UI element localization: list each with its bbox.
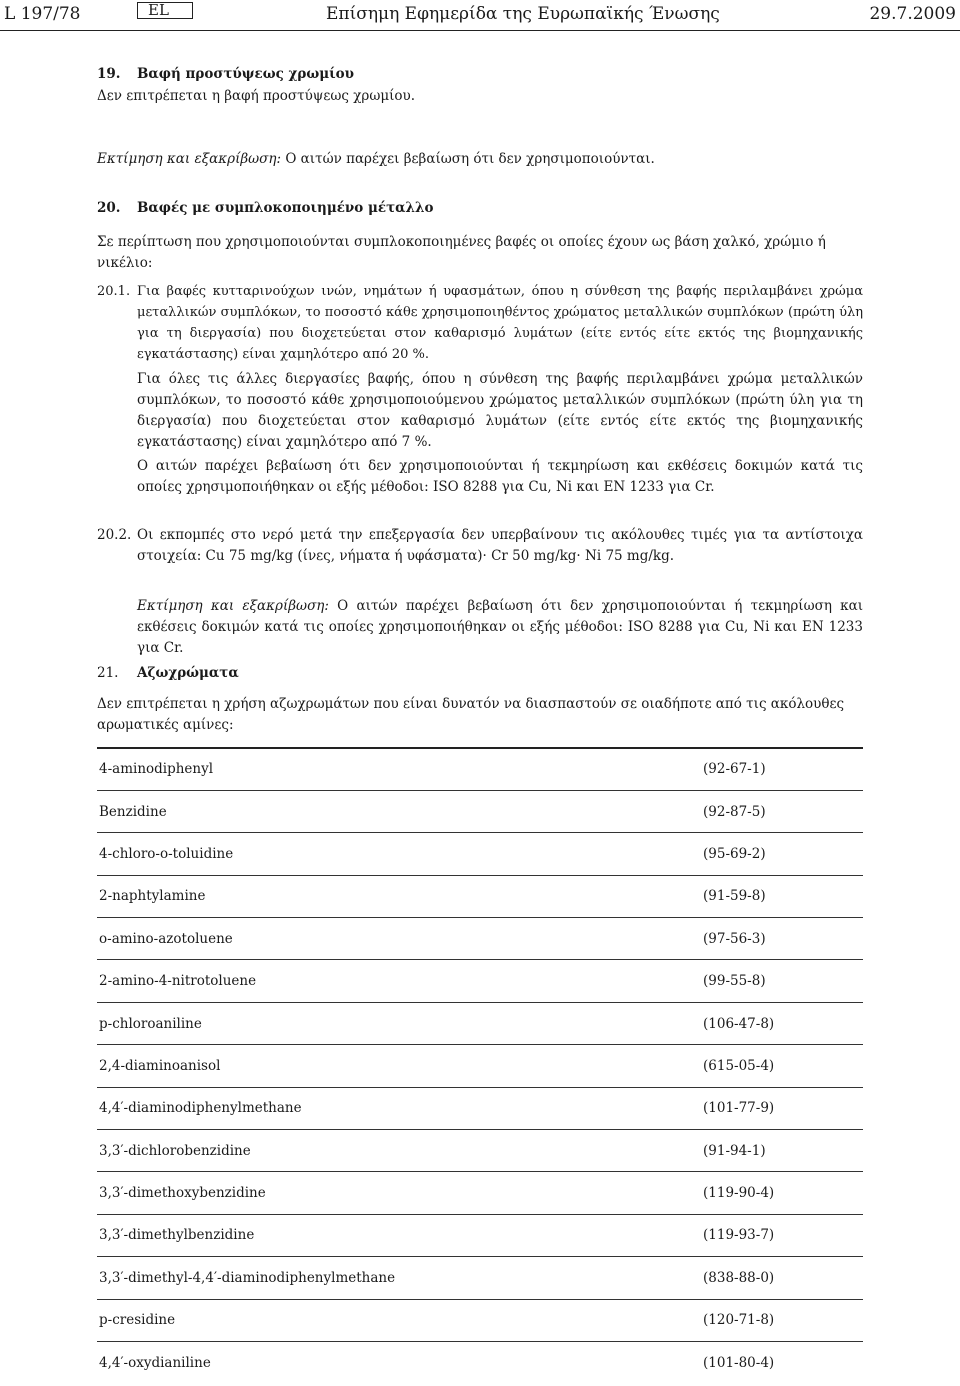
- cas-number: (92-87-5): [701, 790, 863, 832]
- aromatic-amines-table: [97, 747, 863, 1384]
- journal-title: Επίσημη Εφημερίδα της Ευρωπαϊκής Ένωσης: [326, 4, 720, 24]
- table-row: [97, 1130, 863, 1172]
- table-row: [97, 1299, 863, 1341]
- cas-number: (91-59-8): [701, 875, 863, 917]
- cas-number: (91-94-1): [701, 1130, 863, 1172]
- amine-name: p-cresidine: [97, 1299, 701, 1341]
- amine-name: 3,3′-dimethyl-4,4′-diaminodiphenylmethane: [97, 1257, 701, 1299]
- section-20-heading: 20. Βαφές με συμπλοκοποιημένο μέταλλο: [97, 200, 434, 216]
- amine-name: o-amino-azotoluene: [97, 918, 701, 960]
- table-row: [97, 790, 863, 832]
- section-19-text: Δεν επιτρέπεται η βαφή προστύψεως χρωμίου.: [97, 88, 416, 104]
- cas-number: (97-56-3): [701, 918, 863, 960]
- table-row: [97, 1002, 863, 1044]
- section-20-intro: Σε περίπτωση που χρησιμοποιούνται συμπλοκοποιημένες βαφές οι οποίες έχουν ως βάση χαλκό, χρώμιο ή νικέλιο:: [97, 234, 826, 271]
- page-header: [0, 0, 960, 32]
- cas-number: (615-05-4): [701, 1045, 863, 1087]
- table-row: [97, 1214, 863, 1256]
- table-row: [97, 1087, 863, 1129]
- table-row: [97, 1172, 863, 1214]
- cas-number: (120-71-8): [701, 1299, 863, 1341]
- amine-name: 2,4-diaminoanisol: [97, 1045, 701, 1087]
- table-row: [97, 1257, 863, 1299]
- publication-date: 29.7.2009: [869, 4, 956, 24]
- table-row: [97, 833, 863, 875]
- table-row: [97, 1341, 863, 1383]
- cas-number: (838-88-0): [701, 1257, 863, 1299]
- cas-number: (119-93-7): [701, 1214, 863, 1256]
- table-row: [97, 918, 863, 960]
- cas-number: (95-69-2): [701, 833, 863, 875]
- amine-name: 3,3′-dimethoxybenzidine: [97, 1172, 701, 1214]
- section-21-intro: Δεν επιτρέπεται η χρήση αζωχρωμάτων που είναι δυνατόν να διασπαστούν σε οιαδήποτε από τις ακόλουθες αρωματικές αμίνες:: [97, 696, 845, 733]
- paragraph-20-2: 20.2. Οι εκπομπές στο νερό μετά την επεξεργασία δεν υπερβαίνουν τις ακόλουθες τιμές για τα αντίστοιχα στοιχεία: Cu 75 mg/kg (ίνες, νήματα ή υφάσματα)· Cr 50 mg/kg· Ni 75 mg/kg.: [97, 527, 863, 564]
- paragraph-20-1: 20.1. Για βαφές κυτταρινούχων ινών, νημάτων ή υφασμάτων, όπου η σύνθεση της βαφής περιλαμβάνει χρώμα μεταλλικών συμπλόκων, το ποσοστό κάθε χρησιμοποιηθέντος χρώματος μεταλλικών συμπλόκων (πρώτη ύλη για τη διεργασία) που διοχετεύεται στον καθαρισμό λυμάτων (είτε εντός είτε εκτός της βιομηχανικής εγκατάστασης) είναι χαμηλότερο από 20 %.: [97, 284, 863, 362]
- table-row: [97, 960, 863, 1002]
- language-box: EL: [137, 2, 193, 19]
- amine-name: 3,3′-dimethylbenzidine: [97, 1214, 701, 1256]
- cas-number: (101-80-4): [701, 1341, 863, 1383]
- amine-name: 2-naphtylamine: [97, 875, 701, 917]
- cas-number: (101-77-9): [701, 1087, 863, 1129]
- section-19-assessment: Εκτίμηση και εξακρίβωση: Ο αιτών παρέχει βεβαίωση ότι δεν χρησιμοποιούνται.: [97, 151, 655, 167]
- amine-name: 3,3′-dichlorobenzidine: [97, 1130, 701, 1172]
- amine-name: 4,4′-oxydianiline: [97, 1341, 701, 1383]
- table-row: [97, 875, 863, 917]
- amine-name: p-chloroaniline: [97, 1002, 701, 1044]
- amine-name: 4-chloro-o-toluidine: [97, 833, 701, 875]
- paragraph-20-1-other: Για όλες τις άλλες διεργασίες βαφής, όπου η σύνθεση της βαφής περιλαμβάνει χρώμα μεταλλικών συμπλόκων, το ποσοστό κάθε χρησιμοποιούμενου χρώματος μεταλλικών συμπλόκων (πρώτη ύλη για τη διεργασία) που διοχετεύεται στον καθαρισμό λυμάτων (είτε εντός είτε εκτός της βιομηχανικής εγκατάστασης) είναι χαμηλότερο από 7 %.: [137, 371, 863, 450]
- section-21-heading: 21. Αζωχρώματα: [97, 665, 239, 681]
- cas-number: (106-47-8): [701, 1002, 863, 1044]
- section-19-heading: 19. Βαφή προστύψεως χρωμίου: [97, 66, 354, 82]
- cas-number: (92-67-1): [701, 748, 863, 790]
- amine-name: 2-amino-4-nitrotoluene: [97, 960, 701, 1002]
- paragraph-20-1-assessment: Ο αιτών παρέχει βεβαίωση ότι δεν χρησιμοποιούνται ή τεκμηρίωση και εκθέσεις δοκιμών κατά τις οποίες χρησιμοποιήθηκαν οι εξής μέθοδοι: ISO 8288 για Cu, Ni και EN 1233 για Cr.: [137, 458, 863, 495]
- amine-name: 4,4′-diaminodiphenylmethane: [97, 1087, 701, 1129]
- amine-name: 4-aminodiphenyl: [97, 748, 701, 790]
- journal-reference: L 197/78: [4, 4, 81, 24]
- cas-number: (99-55-8): [701, 960, 863, 1002]
- paragraph-20-2-assessment: Εκτίμηση και εξακρίβωση: Ο αιτών παρέχει βεβαίωση ότι δεν χρησιμοποιούνται ή τεκμηρίωση και εκθέσεις δοκιμών κατά τις οποίες χρησιμοποιήθηκαν οι εξής μέθοδοι: ISO 8288 για Cu, Ni και EN 1233 για Cr.: [137, 598, 863, 656]
- table-row: [97, 1045, 863, 1087]
- cas-number: (119-90-4): [701, 1172, 863, 1214]
- amine-name: Benzidine: [97, 790, 701, 832]
- table-row: [97, 748, 863, 790]
- header-rule: [0, 30, 960, 31]
